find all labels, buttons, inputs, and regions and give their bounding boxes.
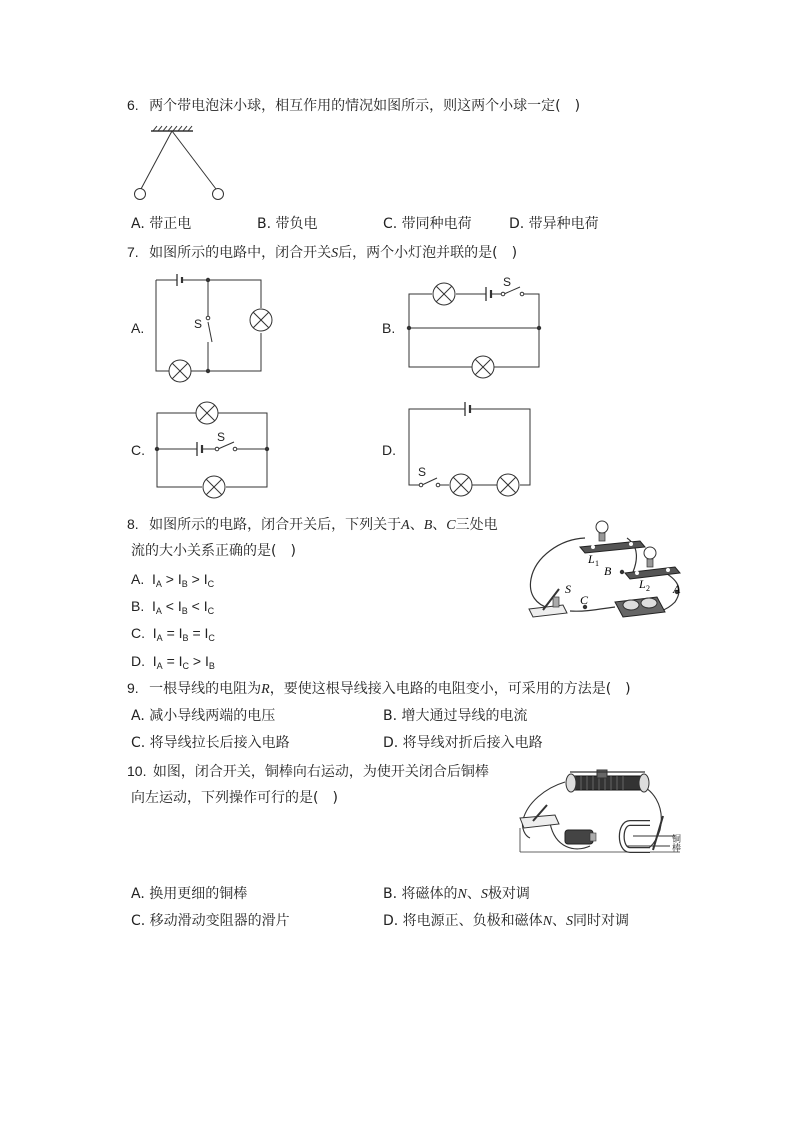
q7-b-lamp-bottom <box>472 356 494 378</box>
q6-option-a[interactable]: A. 带正电 <box>131 216 192 232</box>
q7-d-switch-label: S <box>418 465 427 479</box>
q10-text-line1: 如图，闭合开关，铜棒向右运动，为使开关闭合后铜棒 <box>152 764 489 780</box>
q7-c-switch-label: S <box>217 430 226 444</box>
q8-stem-line2: 流的大小关系正确的是( ) <box>131 543 296 559</box>
q10-option-d[interactable]: D. 将电源正、负极和磁体N、S同时对调 <box>383 913 630 929</box>
q7-d-lamp-1 <box>450 474 472 496</box>
q8-point-c: C <box>446 518 456 533</box>
q8-text-pre: 如图所示的电路，闭合开关后，下列关于 <box>149 517 402 533</box>
q8-figure-circuit-photo <box>525 517 695 622</box>
q7-circuit-b <box>402 270 547 385</box>
q7-a-switch-label: S <box>194 317 203 331</box>
svg-text:1: 1 <box>595 559 599 568</box>
q10-number: 10. <box>127 763 147 779</box>
q9-option-d[interactable]: D. 将导线对折后接入电路 <box>383 735 543 751</box>
q6-figure-hanging-balls <box>126 126 236 206</box>
q7-circuit-a <box>150 270 280 385</box>
svg-text:S: S <box>565 582 571 596</box>
q7-number: 7. <box>127 244 139 260</box>
q9-text-post: ，要使这根导线接入电路的电阻变小，可采用的方法是( ) <box>269 681 631 697</box>
q8-point-b: B <box>423 518 433 533</box>
q10-stem-line2: 向左运动，下列操作可行的是( ) <box>131 790 338 806</box>
q8-option-d[interactable]: D. $I_A = I_C > I_B$ <box>131 653 215 671</box>
svg-text:A: A <box>673 582 681 596</box>
q8-option-c[interactable]: C. $I_A = I_B = I_C$ <box>131 625 215 643</box>
q7-c-lamp-top <box>196 402 218 424</box>
q9-var-r: R <box>261 682 270 697</box>
q10-figure-label: 铜棒 <box>670 834 680 852</box>
q7-b-switch-label: S <box>503 275 512 289</box>
q9-option-c[interactable]: C. 将导线拉长后接入电路 <box>131 735 290 751</box>
q7-circuit-a-label[interactable]: A. <box>131 320 145 336</box>
q6-option-c[interactable]: C. 带同种电荷 <box>383 216 472 232</box>
q7-d-lamp-2 <box>497 474 519 496</box>
q9-option-b[interactable]: B. 增大通过导线的电流 <box>383 708 528 724</box>
q7-c-lamp-bottom <box>203 476 225 498</box>
svg-text:C: C <box>580 593 589 607</box>
q8-text-post: 三处电 <box>455 517 498 533</box>
svg-text:B: B <box>604 564 612 578</box>
q6-number: 6. <box>127 97 139 113</box>
q7-var-s: S <box>331 246 339 261</box>
svg-text:2: 2 <box>646 584 650 593</box>
q8-point-a: A <box>401 518 410 533</box>
q7-a-lamp-bottom <box>169 360 191 382</box>
q9-option-a[interactable]: A. 减小导线两端的电压 <box>131 708 276 724</box>
q7-circuit-d <box>402 396 537 506</box>
q7-circuit-c <box>150 396 280 506</box>
q6-option-b[interactable]: B. 带负电 <box>257 216 318 232</box>
q7-stem <box>127 243 517 263</box>
q8-number: 8. <box>127 516 139 532</box>
q9-number: 9. <box>127 680 139 696</box>
q9-text-pre: 一根导线的电阻为 <box>149 681 262 697</box>
q8-option-b[interactable]: B. $I_A < I_B < I_C$ <box>131 598 215 616</box>
q7-text-post: 后，两个小灯泡并联的是( ) <box>338 245 518 261</box>
q10-option-b[interactable]: B. 将磁体的N、S极对调 <box>383 886 530 902</box>
q7-a-lamp-right <box>250 309 272 331</box>
q7-circuit-d-label[interactable]: D. <box>382 442 396 458</box>
q9-stem <box>127 679 631 699</box>
q10-figure-motor-apparatus <box>515 768 695 858</box>
q7-text-pre: 如图所示的电路中，闭合开关 <box>149 245 332 261</box>
q10-option-c[interactable]: C. 移动滑动变阻器的滑片 <box>131 913 290 929</box>
q6-stem <box>127 96 580 115</box>
q6-ball-left <box>135 189 146 200</box>
q6-option-d[interactable]: D. 带异种电荷 <box>509 216 599 232</box>
q6-text: 两个带电泡沫小球，相互作用的情况如图所示，则这两个小球一定( ) <box>149 98 581 114</box>
svg-text:L: L <box>639 577 646 591</box>
q7-circuit-c-label[interactable]: C. <box>131 442 145 458</box>
q6-ball-right <box>213 189 224 200</box>
q7-b-lamp-top <box>433 283 455 305</box>
q10-option-a[interactable]: A. 换用更细的铜棒 <box>131 886 248 902</box>
q8-stem-line1: 8. 如图所示的电路，闭合开关后，下列关于A、B、C三处电 <box>127 516 498 533</box>
svg-text:L: L <box>588 552 595 566</box>
q7-circuit-b-label[interactable]: B. <box>382 320 396 336</box>
q8-option-a[interactable]: A. $I_A > I_B > I_C$ <box>131 571 215 589</box>
q10-stem-line1 <box>127 762 489 781</box>
